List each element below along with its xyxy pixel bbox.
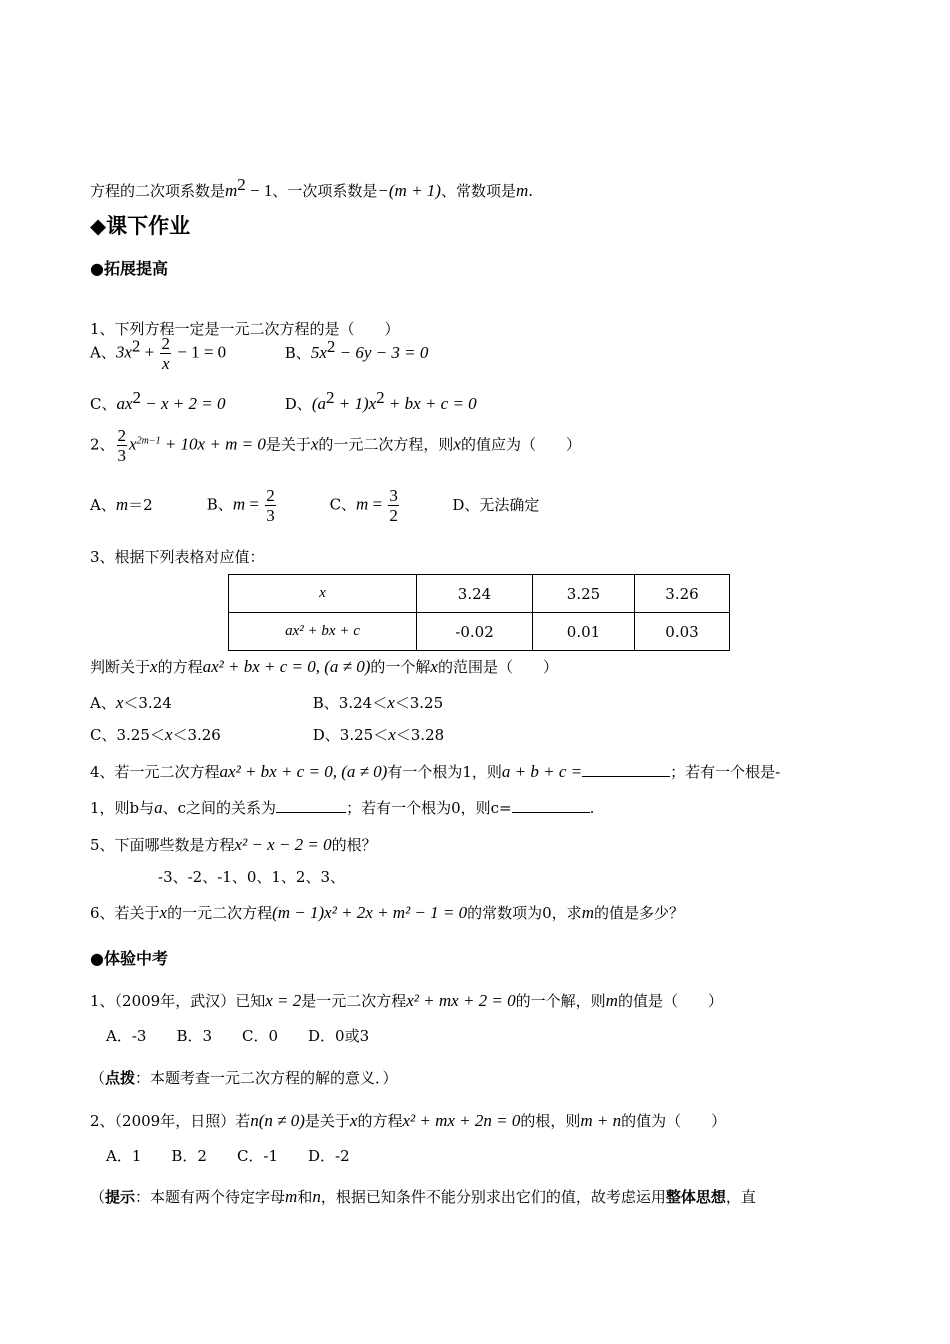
q1-options-cd xyxy=(90,387,477,415)
q1-option-c: C、$ax^2 - x + 2 = 0$ xyxy=(90,388,226,413)
q1-option-d: D、$(a^2 + 1)x^2$ + bx + c = 0 xyxy=(284,388,477,413)
e2-hint: （提示：本题有两个待定字母m和n，根据已知条件不能分别求出它们的值，故考虑运用整体思想，直 xyxy=(90,1187,756,1206)
q1-option-b: B、$5x^2 - 6y - 3 = 0$ xyxy=(284,336,429,362)
table-row: ax² + bx + c -0.02 0.01 0.03 xyxy=(229,613,730,651)
q3-stem: 3、根据下列表格对应值： xyxy=(90,548,265,566)
q1-options-ab xyxy=(90,334,428,373)
q4-blank-1[interactable] xyxy=(582,762,670,777)
e2-options: A．1 B．2 C．-1 D．-2 xyxy=(106,1147,350,1165)
q4-blank-2[interactable] xyxy=(276,798,346,813)
q2-option-a: A、m＝2 xyxy=(90,494,153,514)
section-title: ◆课下作业 xyxy=(90,214,191,238)
q2-options xyxy=(90,486,539,525)
q3-value-table xyxy=(228,574,730,651)
q3-judge: 判断关于x的方程ax² + bx + c = 0, (a ≠ 0)的一个解x的范围是（ ） xyxy=(90,657,558,676)
q5-values: -3、-2、-1、0、1、2、3、 xyxy=(158,868,346,886)
q4-line2: 1，则b与a、c之间的关系为 ；若有一个根为0，则c= . xyxy=(90,798,595,817)
intro-line: 方程的二次项系数是$m^2 - 1$、一次项系数是−(m + 1)、常数项是m. xyxy=(90,175,534,200)
q3-option-a: A、x＜3.24 xyxy=(90,693,172,712)
q3-options-cd xyxy=(90,724,444,746)
q4-line1: 4、若一元二次方程ax² + bx + c = 0, (a ≠ 0)有一个根为1，则a + b + c = ；若有一个根是- xyxy=(90,762,781,781)
q2-stem: 2、 $\frac{2}{3}$ $x^{2m-1} + 10x + m = 0$是关于x的一元二次方程，则x的值应为（ ） xyxy=(90,426,581,465)
q2-fraction: $\frac{2}{3}$ xyxy=(117,426,127,465)
q1-option-a: A、$3x^2$ + $\frac{2}{x}$ − 1 = 0 xyxy=(90,334,227,373)
subsection-exam: ●体验中考 xyxy=(90,949,168,968)
q5-stem: 5、下面哪些数是方程x² − x − 2 = 0的根？ xyxy=(90,835,377,854)
q3-option-c: C、3.25＜x＜3.26 xyxy=(90,725,221,744)
e1-stem: 1、（2009年，武汉）已知x = 2是一元二次方程x² + mx + 2 = 0的一个解，则m的值是（ ） xyxy=(90,991,723,1010)
q2-option-d: D、无法确定 xyxy=(452,495,540,514)
e2-stem: 2、（2009年，日照）若n(n ≠ 0)是关于x的方程x² + mx + 2n = 0的根，则m + n的值为（ ） xyxy=(90,1111,727,1130)
q6-stem: 6、若关于x的一元二次方程(m − 1)x² + 2x + m² − 1 = 0的常数项为0，求m的值是多少？ xyxy=(90,903,684,922)
e1-options: A．-3 B．3 C．0 D．0或3 xyxy=(106,1027,370,1045)
q1-stem: 1、下列方程一定是一元二次方程的是（ ） xyxy=(90,320,400,338)
q1-a-fraction: $\frac{2}{x}$ xyxy=(161,334,170,373)
q3-option-b: B、3.24＜x＜3.25 xyxy=(312,693,444,712)
q3-option-d: D、3.25＜x＜3.28 xyxy=(312,725,445,744)
e1-hint: （点拨：本题考查一元二次方程的解的意义．） xyxy=(90,1069,398,1087)
subsection-extend: ●拓展提高 xyxy=(90,259,168,278)
q3-options-ab xyxy=(90,692,443,714)
q2-option-b: B、m = $\frac{2}{3}$ xyxy=(206,486,275,525)
table-row: x 3.24 3.25 3.26 xyxy=(229,575,730,613)
q2-option-c: C、m = $\frac{3}{2}$ xyxy=(329,486,398,525)
q4-blank-3[interactable] xyxy=(512,798,590,813)
